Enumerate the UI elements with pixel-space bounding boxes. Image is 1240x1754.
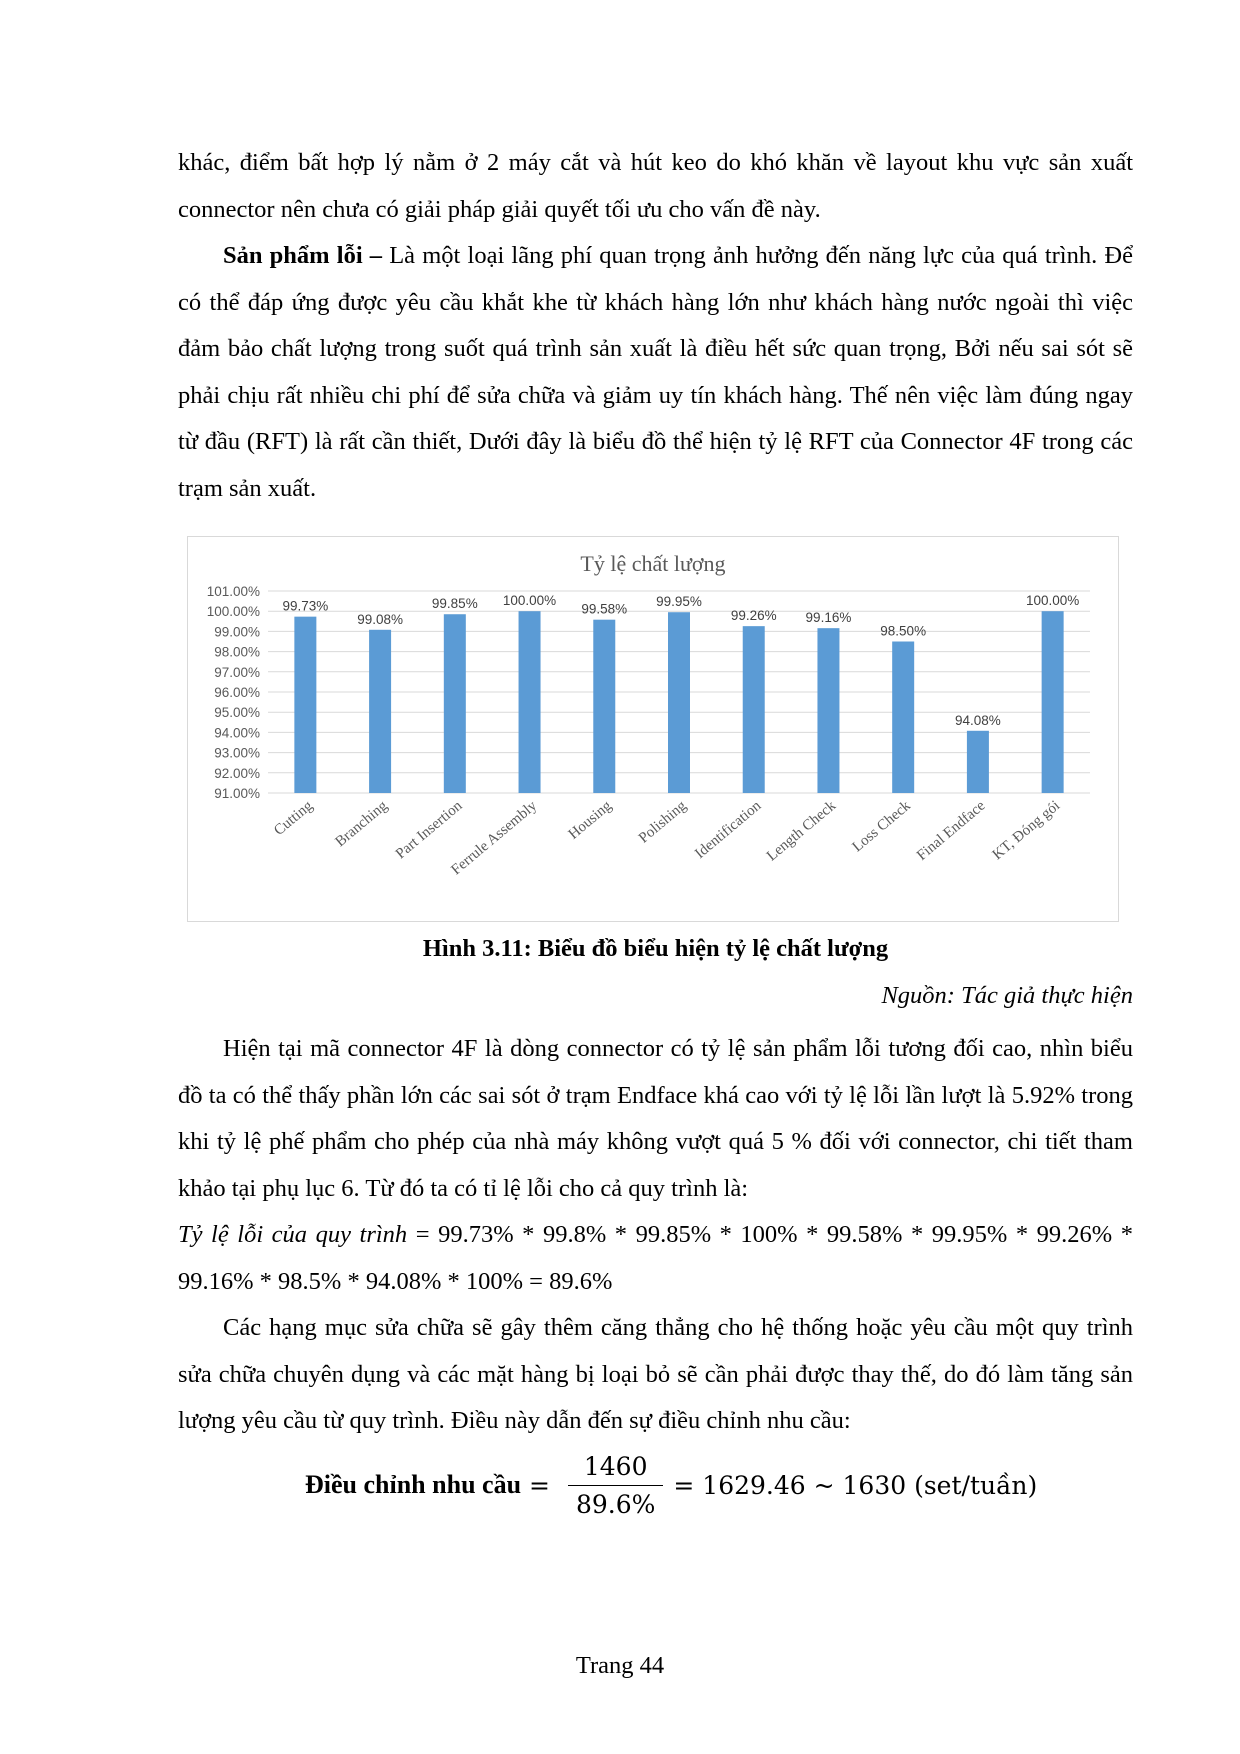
- paragraph-endface-analysis: Hiện tại mã connector 4F là dòng connector có tỷ lệ sản phẩm lỗi tương đối cao, nhìn biểu đồ ta có thể thấy phần lớn các sai sót ở trạm Endface khá cao với tỷ lệ lỗi lần lượt là 5.92% trong khi tỷ lệ phế phẩm cho phép của nhà máy không vượt quá 5 % đối với connector, chi tiết tham khảo tại phụ lục 6. Từ đó ta có tỉ lệ lỗi cho cả quy trình là:: [178, 1035, 1133, 1202]
- data-label: 100.00%: [1025, 593, 1080, 609]
- bar: [817, 628, 839, 793]
- y-tick-label: 99.00%: [214, 624, 260, 640]
- intro-text: [178, 140, 1133, 512]
- data-label: 98.50%: [880, 623, 927, 639]
- data-label: 99.26%: [730, 608, 777, 624]
- paragraph-demand-adjustment: Các hạng mục sửa chữa sẽ gây thêm căng thẳng cho hệ thống hoặc yêu cầu một quy trình sửa chữa chuyên dụng và các mặt hàng bị loại bỏ sẽ cần phải được thay thế, do đó làm tăng sản lượng yêu cầu từ quy trình. Điều này dẫn đến sự điều chỉnh nhu cầu:: [178, 1314, 1133, 1434]
- x-tick-label: Ferrule Assembly: [448, 797, 541, 879]
- quality-rate-chart: [187, 536, 1119, 922]
- bar: [369, 630, 391, 793]
- bar: [743, 626, 765, 793]
- data-label: 94.08%: [955, 712, 1001, 728]
- x-tick-label: Housing: [565, 797, 615, 843]
- bar: [294, 617, 316, 793]
- bar: [668, 612, 690, 793]
- x-tick-label: Final Endface: [914, 797, 989, 864]
- data-label: 99.73%: [282, 598, 329, 614]
- fraction-denominator: 89.6%: [568, 1485, 663, 1519]
- y-tick-label: 101.00%: [206, 584, 260, 599]
- demand-adjustment-equation: [305, 1445, 1037, 1525]
- data-label: 99.58%: [581, 601, 628, 617]
- chart-canvas: [188, 537, 1118, 921]
- data-label: 99.85%: [431, 596, 478, 612]
- formula-label: Tỷ lệ lỗi của quy trình: [178, 1221, 408, 1248]
- x-tick-label: Cutting: [271, 797, 316, 839]
- y-tick-label: 97.00%: [214, 664, 260, 680]
- bar: [444, 614, 466, 793]
- bar: [892, 642, 914, 794]
- y-tick-label: 92.00%: [214, 765, 260, 781]
- x-tick-label: KT, Đóng gói: [989, 797, 1064, 864]
- bar: [967, 731, 989, 793]
- y-tick-label: 94.00%: [214, 725, 260, 741]
- figure-caption: Hình 3.11: Biểu đồ biểu hiện tỷ lệ chất lượng: [422, 935, 889, 962]
- defects-text: Là một loại lãng phí quan trọng ảnh hưởng đến năng lực của quá trình. Để có thể đáp ứng được yêu cầu khắt khe từ khách hàng lớn như khách hàng nước ngoài thì việc đảm bảo chất lượng trong suốt quá trình sản xuất là điều hết sức quan trọng, Bởi nếu sai sót sẽ phải chịu rất nhiều chi phí để sửa chữa và giảm uy tín khách hàng. Thế nên việc làm đúng ngay từ đầu (RFT) là rất cần thiết, Dưới đây là biểu đồ thể hiện tỷ lệ RFT của Connector 4F trong các trạm sản xuất.: [178, 242, 1133, 502]
- y-tick-label: 95.00%: [214, 705, 260, 721]
- data-label: 99.08%: [357, 611, 403, 627]
- fraction-numerator: 1460: [583, 1451, 648, 1481]
- chart-title: Tỷ lệ chất lượng: [580, 551, 726, 576]
- y-tick-label: 91.00%: [214, 786, 260, 801]
- x-tick-label: Identification: [692, 797, 765, 863]
- x-tick-label: Length Check: [763, 797, 840, 865]
- x-tick-label: Polishing: [635, 797, 690, 847]
- equation-equals: =: [529, 1470, 550, 1500]
- data-label: 99.16%: [805, 610, 852, 626]
- y-tick-label: 96.00%: [214, 685, 260, 700]
- x-tick-label: Part Insertion: [392, 797, 466, 863]
- equation-fraction: [568, 1452, 663, 1519]
- y-tick-label: 98.00%: [214, 644, 260, 660]
- page-number: Trang 44: [575, 1652, 665, 1679]
- bar: [593, 620, 615, 793]
- bar: [1042, 611, 1064, 793]
- paragraph-defects: [178, 233, 1133, 512]
- equation-lhs: Điều chỉnh nhu cầu: [305, 1470, 522, 1499]
- paragraph-layout-issue: khác, điểm bất hợp lý nằm ở 2 máy cắt và hút keo do khó khăn về layout khu vực sản xuất connector nên chưa có giải pháp giải quyết tối ưu cho vấn đề này.: [178, 149, 1133, 223]
- y-tick-label: 93.00%: [214, 745, 260, 761]
- figure-source: Nguồn: Tác giả thực hiện: [881, 982, 1133, 1009]
- x-tick-label: Branching: [332, 797, 391, 851]
- data-label: 99.95%: [656, 594, 702, 610]
- equation-rhs: = 1629.46 ~ 1630 (set/tuần): [673, 1470, 1038, 1500]
- defects-heading: Sản phẩm lỗi –: [223, 242, 383, 269]
- data-label: 100.00%: [502, 593, 557, 609]
- analysis-text: [178, 1026, 1133, 1445]
- formula-expression: = 99.73% * 99.8% * 99.85% * 100% * 99.58% * 99.95% * 99.26% * 99.16% * 98.5% * 94.08% * 100% = 89.6%: [178, 1221, 1133, 1295]
- bar: [519, 611, 541, 793]
- paragraph-process-defect-formula: [178, 1212, 1133, 1305]
- x-tick-label: Loss Check: [849, 797, 914, 856]
- y-tick-label: 100.00%: [206, 604, 260, 620]
